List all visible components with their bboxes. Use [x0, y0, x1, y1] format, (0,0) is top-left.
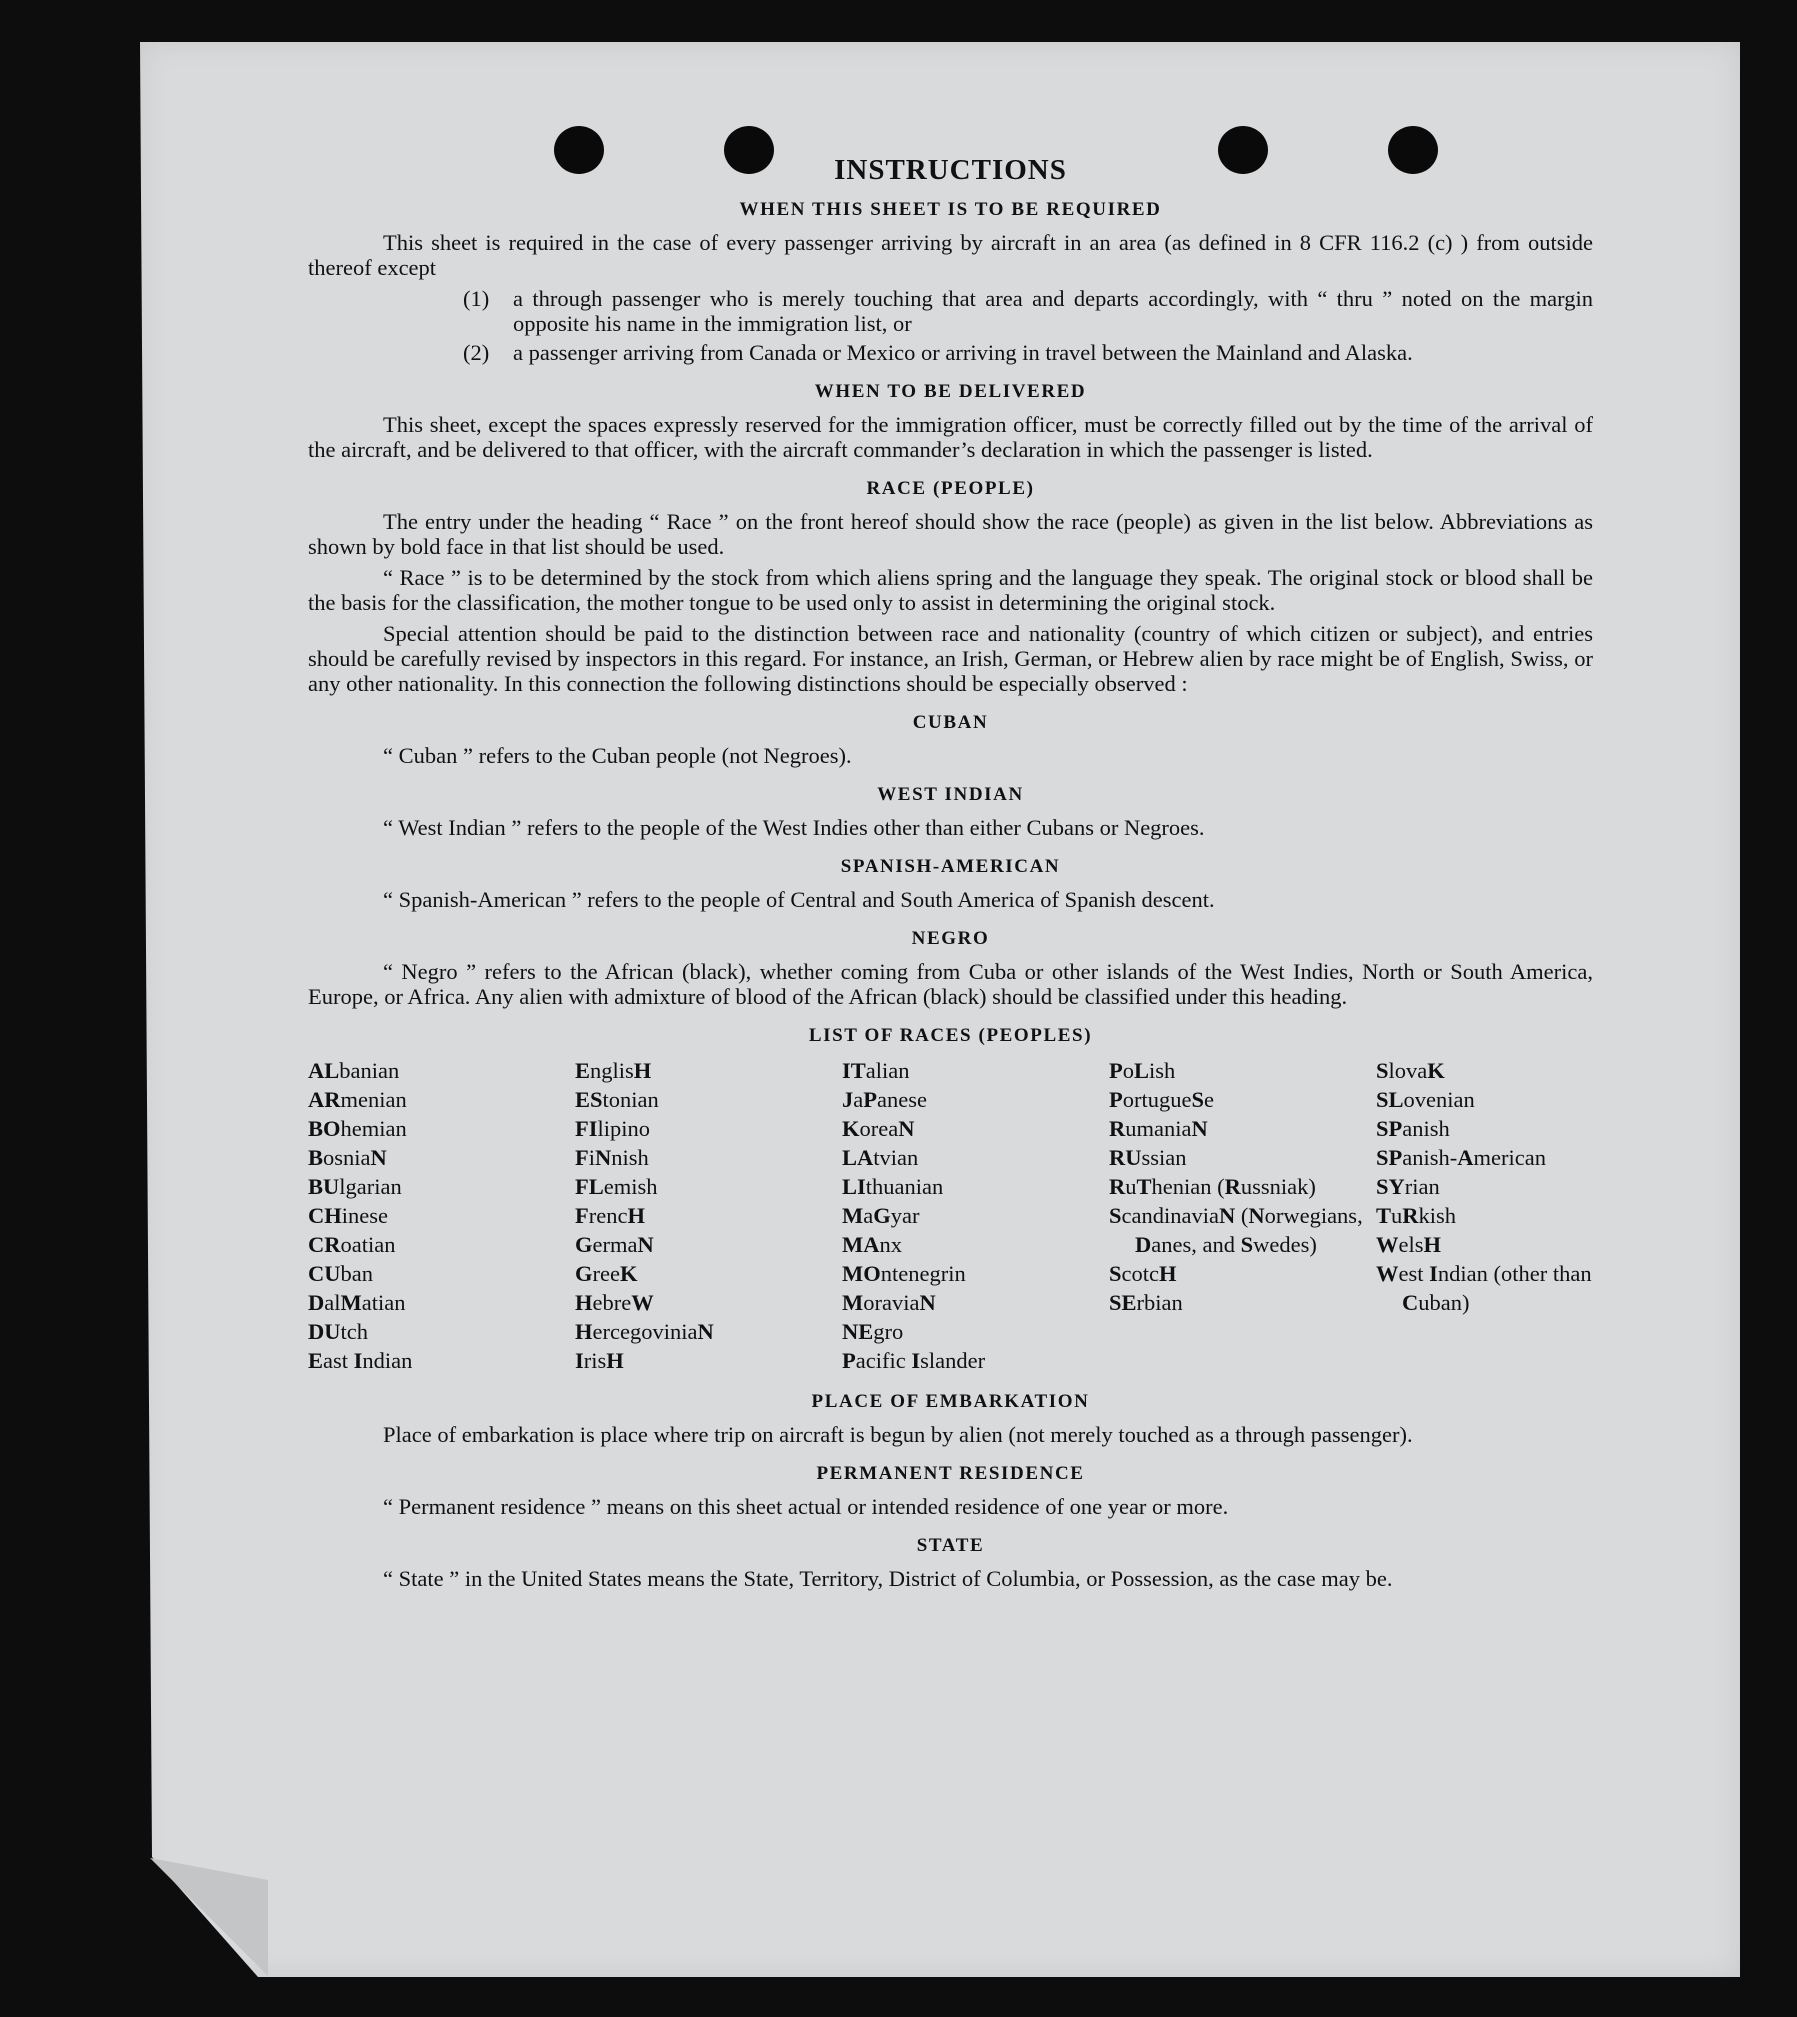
race-entry: BOhemian: [308, 1116, 407, 1141]
heading-state: STATE: [916, 1535, 985, 1556]
race-entry: BosniaN: [308, 1145, 387, 1170]
list-item: [463, 340, 1593, 365]
race-entry: ITalian: [842, 1058, 910, 1083]
paragraph-race-2: “ Race ” is to be determined by the stock from which aliens spring and the language they speak. The original stock or blood shall be the basis for the classification, the mother tongue to be used only to assist in determining the original stock.: [308, 565, 1593, 615]
race-entry: DalMatian: [308, 1290, 406, 1315]
race-entry: TuRkish: [1376, 1203, 1457, 1228]
paragraph-negro: “ Negro ” refers to the African (black), whether coming from Cuba or other islands of the West Indies, North or South America, Europe, or Africa. Any alien with admixture of blood of the African (black) should be classified under this heading.: [308, 959, 1593, 1009]
race-entry: JaPanese: [842, 1087, 927, 1112]
instructions-text: [308, 155, 1593, 1597]
paragraph-delivered: This sheet, except the spaces expressly reserved for the immigration officer, must be correctly filled out by the time of the arrival of the aircraft, and be delivered to that officer, with the aircraft commander’s declaration in which the passenger is listed.: [308, 412, 1593, 462]
race-entry: PoLish: [1109, 1058, 1176, 1083]
paragraph-embarkation: Place of embarkation is place where trip on aircraft is begun by alien (not merely touched as a through passenger).: [383, 1422, 1413, 1447]
paragraph-residence: “ Permanent residence ” means on this sheet actual or intended residence of one year or more.: [383, 1494, 1229, 1519]
paragraph-state: “ State ” in the United States means the State, Territory, District of Columbia, or Possession, as the case may be.: [383, 1566, 1393, 1591]
race-entry: EnglisH: [575, 1058, 652, 1083]
race-entry: SlovaK: [1376, 1058, 1445, 1083]
race-entry: CUban: [308, 1261, 373, 1286]
paragraph-cuban: “ Cuban ” refers to the Cuban people (not Negroes).: [383, 743, 852, 768]
item-text: a passenger arriving from Canada or Mexico or arriving in travel between the Mainland and Alaska.: [513, 340, 1413, 365]
race-entry: SErbian: [1109, 1290, 1183, 1315]
item-text: a through passenger who is merely touching that area and departs accordingly, with “ thru ” noted on the margin opposite his name in the immigration list, or: [513, 286, 1593, 336]
race-entry: SPanish-American: [1376, 1145, 1546, 1170]
paragraph-race-1: The entry under the heading “ Race ” on the front hereof should show the race (people) as given in the list below. Abbreviations as shown by bold face in that list should be used.: [308, 509, 1593, 559]
race-entry: MAnx: [842, 1232, 902, 1257]
race-entry: SLovenian: [1376, 1087, 1475, 1112]
heading-race: RACE (PEOPLE): [866, 478, 1035, 499]
race-entry: ARmenian: [308, 1087, 407, 1112]
race-entry: NEgro: [842, 1319, 904, 1344]
races-column: [1376, 1056, 1596, 1375]
race-entry: FLemish: [575, 1174, 658, 1199]
race-entry: CRoatian: [308, 1232, 396, 1257]
race-entry: Pacific Islander: [842, 1348, 986, 1373]
page-title: INSTRUCTIONS: [834, 154, 1067, 186]
paragraph-race-3: Special attention should be paid to the distinction between race and nationality (country of which citizen or subject), and entries should be carefully revised by inspectors in this regard. For instance, an Irish, German, or Hebrew alien by race might be of English, Swiss, or any other nationality. In this connection the following distinctions should be especially observed :: [308, 621, 1593, 696]
paragraph-required: This sheet is required in the case of every passenger arriving by aircraft in an area (as defined in 8 CFR 116.2 (c) ) from outside thereof except: [308, 230, 1593, 280]
race-entry: ScandinaviaN (Norwegians, Danes, and Swedes): [1109, 1203, 1363, 1257]
heading-embarkation: PLACE OF EMBARKATION: [811, 1391, 1090, 1412]
item-number: (1): [463, 286, 490, 311]
list-item: [463, 286, 1593, 336]
race-entry: RuThenian (Russniak): [1109, 1174, 1316, 1199]
race-entry: WelsH: [1376, 1232, 1442, 1257]
race-entry: MOntenegrin: [842, 1261, 966, 1286]
race-entry: MoraviaN: [842, 1290, 936, 1315]
heading-delivered: WHEN TO BE DELIVERED: [814, 381, 1087, 402]
race-entry: EStonian: [575, 1087, 659, 1112]
race-entry: ScotcH: [1109, 1261, 1177, 1286]
race-entry: FIlipino: [575, 1116, 651, 1141]
heading-west-indian: WEST INDIAN: [877, 784, 1024, 805]
races-column: [575, 1056, 842, 1375]
race-entry: MaGyar: [842, 1203, 920, 1228]
race-entry: GermaN: [575, 1232, 654, 1257]
race-entry: DUtch: [308, 1319, 368, 1344]
race-entry: LAtvian: [842, 1145, 919, 1170]
race-entry: FrencH: [575, 1203, 645, 1228]
race-entry: RumaniaN: [1109, 1116, 1208, 1141]
heading-residence: PERMANENT RESIDENCE: [816, 1463, 1085, 1484]
races-column: [842, 1056, 1109, 1375]
race-entry: RUssian: [1109, 1145, 1187, 1170]
race-entry: FiNnish: [575, 1145, 649, 1170]
race-entry: BUlgarian: [308, 1174, 402, 1199]
race-entry: IrisH: [575, 1348, 624, 1373]
race-entry: KoreaN: [842, 1116, 915, 1141]
race-entry: SPanish: [1376, 1116, 1450, 1141]
race-entry: GreeK: [575, 1261, 638, 1286]
race-entry: PortugueSe: [1109, 1087, 1214, 1112]
paragraph-spanish-american: “ Spanish-American ” refers to the people of Central and South America of Spanish descent.: [383, 887, 1215, 912]
heading-cuban: CUBAN: [912, 712, 989, 733]
heading-spanish-american: SPANISH-AMERICAN: [840, 856, 1061, 877]
heading-negro: NEGRO: [911, 928, 990, 949]
race-entry: HercegoviniaN: [575, 1319, 714, 1344]
paragraph-west-indian: “ West Indian ” refers to the people of the West Indies other than either Cubans or Negroes.: [383, 815, 1205, 840]
races-column: [308, 1056, 575, 1375]
races-list: [308, 1056, 1593, 1375]
heading-list-of-races: LIST OF RACES (PEOPLES): [808, 1025, 1093, 1046]
race-entry: East Indian: [308, 1348, 413, 1373]
race-entry: SYrian: [1376, 1174, 1440, 1199]
race-entry: West Indian (other than Cuban): [1376, 1261, 1592, 1315]
heading-required: WHEN THIS SHEET IS TO BE REQUIRED: [739, 199, 1162, 220]
race-entry: ALbanian: [308, 1058, 400, 1083]
race-entry: CHinese: [308, 1203, 388, 1228]
item-number: (2): [463, 340, 490, 365]
race-entry: HebreW: [575, 1290, 654, 1315]
race-entry: LIthuanian: [842, 1174, 944, 1199]
races-column: [1109, 1056, 1376, 1375]
